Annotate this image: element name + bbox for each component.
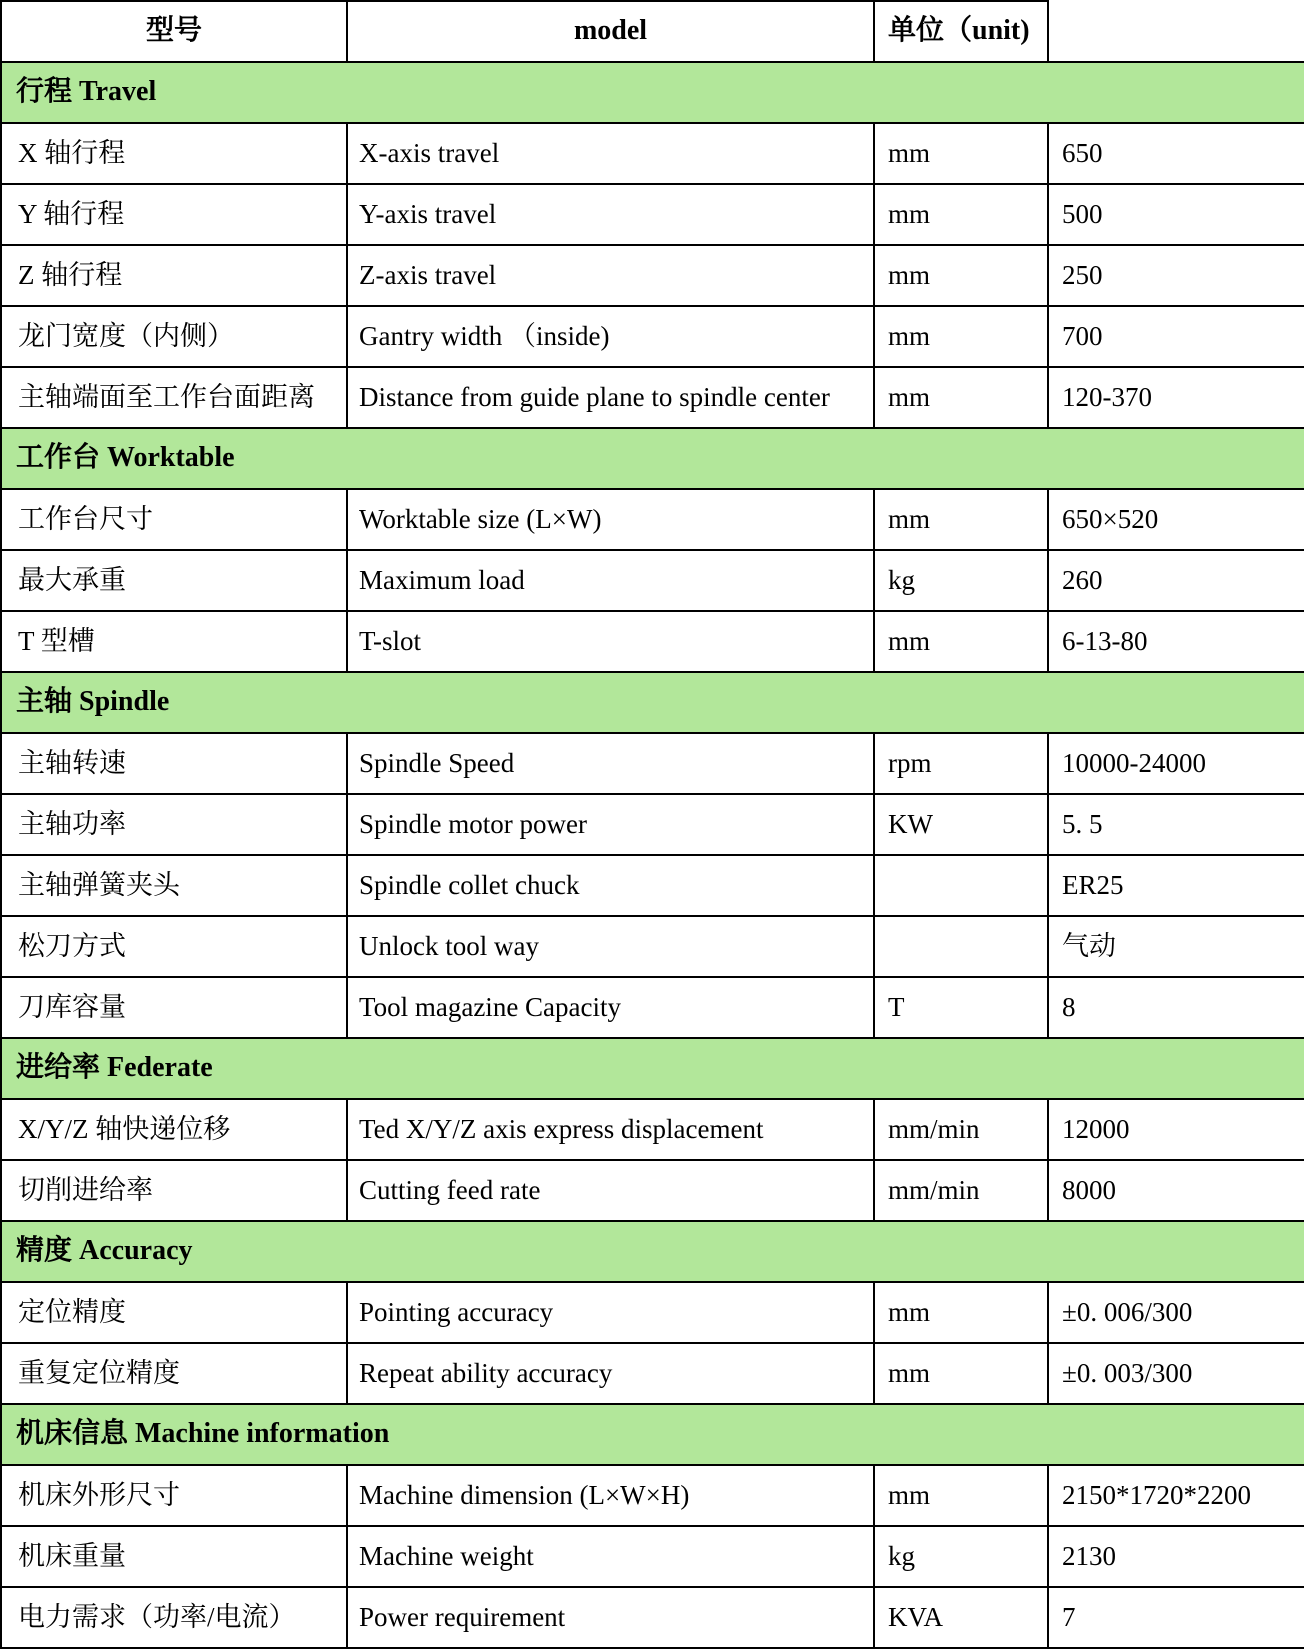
table-row bbox=[1, 1160, 1304, 1221]
section-row-accuracy bbox=[1, 1221, 1304, 1282]
spec-value: 7 bbox=[1048, 1587, 1304, 1648]
spec-unit: mm bbox=[874, 489, 1048, 550]
spec-label-en: Y-axis travel bbox=[347, 184, 874, 245]
spec-label-cn: X/Y/Z 轴快递位移 bbox=[1, 1099, 347, 1160]
section-row-worktable bbox=[1, 428, 1304, 489]
table-row bbox=[1, 489, 1304, 550]
spec-value: 6-13-80 bbox=[1048, 611, 1304, 672]
spec-value: ±0. 006/300 bbox=[1048, 1282, 1304, 1343]
section-row-spindle bbox=[1, 672, 1304, 733]
section-row-travel bbox=[1, 62, 1304, 123]
spec-label-en: Tool magazine Capacity bbox=[347, 977, 874, 1038]
header-model-cn: 型号 bbox=[1, 1, 347, 62]
spec-label-cn: 主轴转速 bbox=[1, 733, 347, 794]
spec-label-cn: 机床重量 bbox=[1, 1526, 347, 1587]
spec-unit: KVA bbox=[874, 1587, 1048, 1648]
spec-unit: kg bbox=[874, 550, 1048, 611]
spec-label-en: Cutting feed rate bbox=[347, 1160, 874, 1221]
table-row bbox=[1, 1526, 1304, 1587]
table-row bbox=[1, 855, 1304, 916]
table-row bbox=[1, 1282, 1304, 1343]
spec-value: ER25 bbox=[1048, 855, 1304, 916]
spec-label-en: Spindle motor power bbox=[347, 794, 874, 855]
spec-value: 500 bbox=[1048, 184, 1304, 245]
table-row bbox=[1, 550, 1304, 611]
table-row bbox=[1, 367, 1304, 428]
spec-label-en: Spindle collet chuck bbox=[347, 855, 874, 916]
spec-label-en: Unlock tool way bbox=[347, 916, 874, 977]
spec-label-en: Machine weight bbox=[347, 1526, 874, 1587]
spec-value: 气动 bbox=[1048, 916, 1304, 977]
spec-value: 12000 bbox=[1048, 1099, 1304, 1160]
spec-label-cn: 重复定位精度 bbox=[1, 1343, 347, 1404]
table-row bbox=[1, 733, 1304, 794]
spec-value: 10000-24000 bbox=[1048, 733, 1304, 794]
spec-value: 700 bbox=[1048, 306, 1304, 367]
spec-value: 8 bbox=[1048, 977, 1304, 1038]
spec-unit: mm bbox=[874, 611, 1048, 672]
spec-value: 260 bbox=[1048, 550, 1304, 611]
spec-label-en: Gantry width （inside) bbox=[347, 306, 874, 367]
spec-label-en: Repeat ability accuracy bbox=[347, 1343, 874, 1404]
spec-label-en: Machine dimension (L×W×H) bbox=[347, 1465, 874, 1526]
spec-unit: kg bbox=[874, 1526, 1048, 1587]
spec-label-cn: Z 轴行程 bbox=[1, 245, 347, 306]
spec-value: 2150*1720*2200 bbox=[1048, 1465, 1304, 1526]
section-row-machine-info bbox=[1, 1404, 1304, 1465]
table-row bbox=[1, 1465, 1304, 1526]
spec-label-en: Maximum load bbox=[347, 550, 874, 611]
spec-label-cn: 切削进给率 bbox=[1, 1160, 347, 1221]
spec-value: 650×520 bbox=[1048, 489, 1304, 550]
table-row bbox=[1, 306, 1304, 367]
spec-value: 250 bbox=[1048, 245, 1304, 306]
table-row bbox=[1, 184, 1304, 245]
spec-label-cn: Y 轴行程 bbox=[1, 184, 347, 245]
spec-value: 8000 bbox=[1048, 1160, 1304, 1221]
section-header-machine-info: 机床信息 Machine information bbox=[1, 1404, 1304, 1465]
spec-unit: KW bbox=[874, 794, 1048, 855]
header-value-blank bbox=[1048, 1, 1304, 62]
table-row bbox=[1, 245, 1304, 306]
spec-label-en: Power requirement bbox=[347, 1587, 874, 1648]
spec-label-en: Distance from guide plane to spindle center bbox=[347, 367, 874, 428]
section-header-travel: 行程 Travel bbox=[1, 62, 1304, 123]
table-row bbox=[1, 977, 1304, 1038]
spec-label-cn: 主轴功率 bbox=[1, 794, 347, 855]
spec-unit: T bbox=[874, 977, 1048, 1038]
spec-label-en: Pointing accuracy bbox=[347, 1282, 874, 1343]
spec-label-cn: 机床外形尺寸 bbox=[1, 1465, 347, 1526]
spec-unit: mm/min bbox=[874, 1160, 1048, 1221]
table-row bbox=[1, 794, 1304, 855]
section-header-federate: 进给率 Federate bbox=[1, 1038, 1304, 1099]
spec-label-cn: X 轴行程 bbox=[1, 123, 347, 184]
spec-label-cn: 主轴端面至工作台面距离 bbox=[1, 367, 347, 428]
spec-label-cn: 工作台尺寸 bbox=[1, 489, 347, 550]
table-row bbox=[1, 1343, 1304, 1404]
spec-label-cn: 最大承重 bbox=[1, 550, 347, 611]
table-row bbox=[1, 123, 1304, 184]
spec-label-cn: 松刀方式 bbox=[1, 916, 347, 977]
spec-unit: mm bbox=[874, 1343, 1048, 1404]
table-row bbox=[1, 916, 1304, 977]
spec-unit bbox=[874, 855, 1048, 916]
spec-label-en: Z-axis travel bbox=[347, 245, 874, 306]
spec-value: 650 bbox=[1048, 123, 1304, 184]
spec-value: 5. 5 bbox=[1048, 794, 1304, 855]
spec-unit: mm bbox=[874, 245, 1048, 306]
spec-label-en: T-slot bbox=[347, 611, 874, 672]
spec-unit: mm bbox=[874, 1465, 1048, 1526]
spec-value: ±0. 003/300 bbox=[1048, 1343, 1304, 1404]
spec-label-en: X-axis travel bbox=[347, 123, 874, 184]
spec-label-en: Spindle Speed bbox=[347, 733, 874, 794]
spec-label-cn: 主轴弹簧夹头 bbox=[1, 855, 347, 916]
spec-value: 120-370 bbox=[1048, 367, 1304, 428]
section-header-spindle: 主轴 Spindle bbox=[1, 672, 1304, 733]
spec-unit bbox=[874, 916, 1048, 977]
spec-unit: mm bbox=[874, 306, 1048, 367]
spec-unit: mm bbox=[874, 1282, 1048, 1343]
spec-label-en: Worktable size (L×W) bbox=[347, 489, 874, 550]
table-row bbox=[1, 611, 1304, 672]
section-header-accuracy: 精度 Accuracy bbox=[1, 1221, 1304, 1282]
spec-unit: rpm bbox=[874, 733, 1048, 794]
spec-label-cn: 定位精度 bbox=[1, 1282, 347, 1343]
spec-label-cn: 电力需求（功率/电流） bbox=[1, 1587, 347, 1648]
spec-unit: mm/min bbox=[874, 1099, 1048, 1160]
spec-label-cn: 刀库容量 bbox=[1, 977, 347, 1038]
spec-unit: mm bbox=[874, 184, 1048, 245]
header-model-en: model bbox=[347, 1, 874, 62]
spec-unit: mm bbox=[874, 123, 1048, 184]
spec-unit: mm bbox=[874, 367, 1048, 428]
section-row-federate bbox=[1, 1038, 1304, 1099]
spec-value: 2130 bbox=[1048, 1526, 1304, 1587]
section-header-worktable: 工作台 Worktable bbox=[1, 428, 1304, 489]
table-header-row bbox=[1, 1, 1304, 62]
table-row bbox=[1, 1587, 1304, 1648]
spec-label-cn: T 型槽 bbox=[1, 611, 347, 672]
spec-label-cn: 龙门宽度（内侧） bbox=[1, 306, 347, 367]
header-unit: 单位（unit) bbox=[874, 1, 1048, 62]
table-row bbox=[1, 1099, 1304, 1160]
spec-label-en: Ted X/Y/Z axis express displacement bbox=[347, 1099, 874, 1160]
